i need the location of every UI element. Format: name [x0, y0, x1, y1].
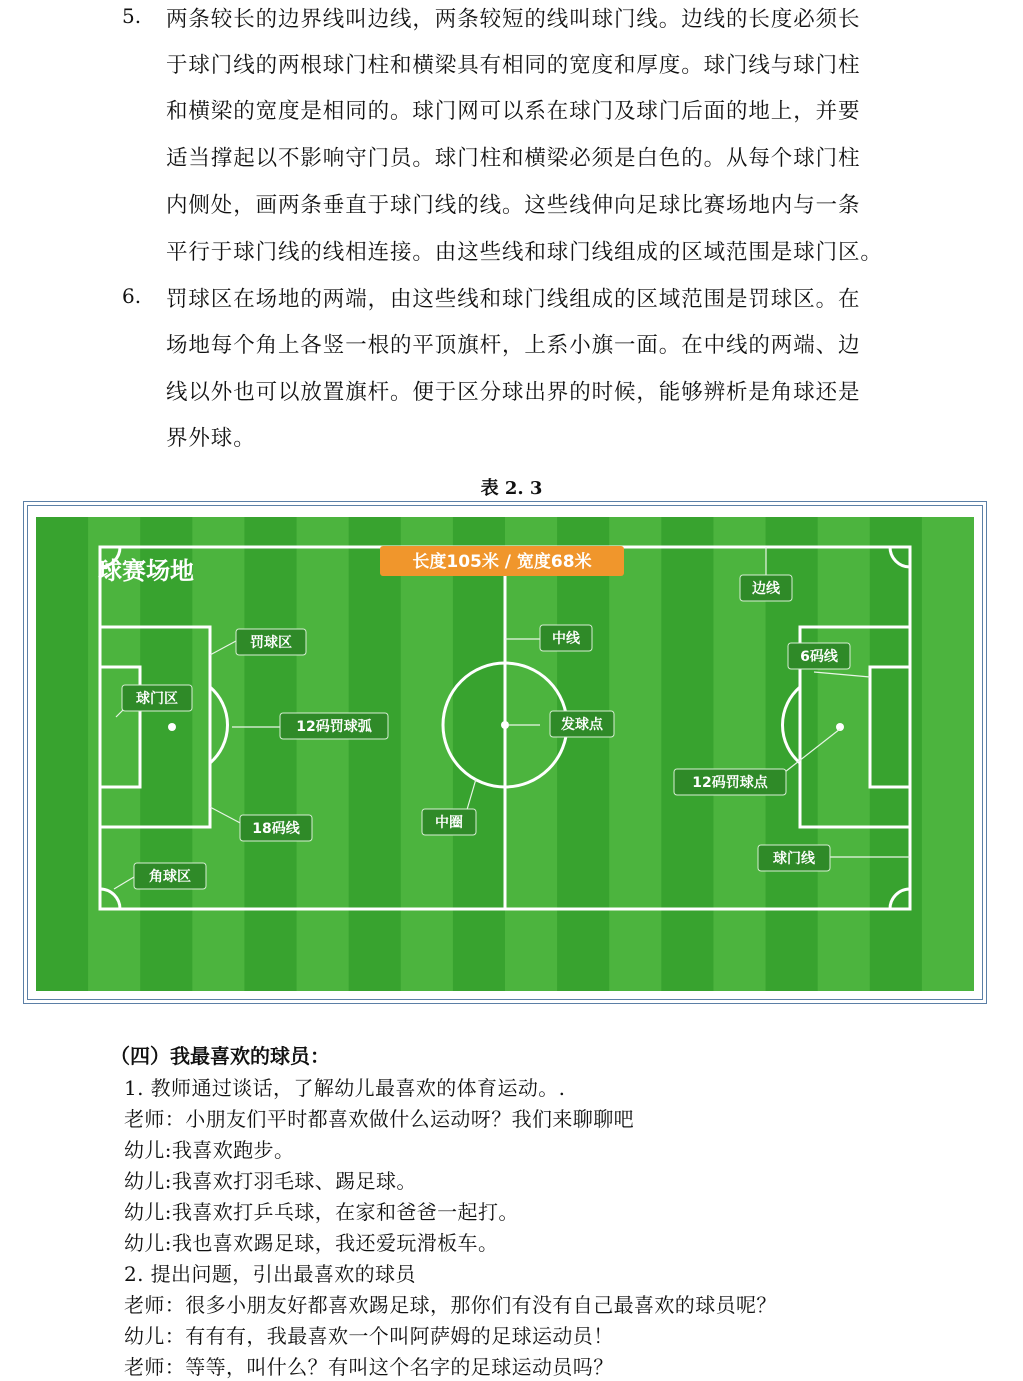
dialogue-line: 老师：很多小朋友好都喜欢踢足球，那你们有没有自己最喜欢的球员呢？ [124, 1293, 777, 1317]
grass-stripe [870, 517, 923, 991]
label-text: 边线 [752, 581, 780, 597]
text-line: 两条较长的边界线叫边线，两条较短的线叫球门线。边线的长度必须长 [166, 7, 861, 32]
label-text: 球门区 [136, 691, 178, 707]
label-goal-area [122, 685, 192, 711]
text-line: 适当撑起以不影响守门员。球门柱和横梁必须是白色的。从每个球门柱 [166, 146, 861, 171]
label-eighteen-yard-line [240, 815, 312, 841]
label-penalty-area [236, 629, 306, 655]
figure-caption: 表 2. 3 [480, 478, 543, 499]
kickoff-spot-dot [501, 721, 509, 729]
label-penalty-spot [674, 769, 786, 795]
grass-stripe [36, 517, 89, 991]
right-penalty-spot-dot [836, 723, 844, 731]
grass-stripe [401, 517, 454, 991]
dimension-banner: 长度105米 / 宽度68米 [412, 552, 592, 572]
text-line: 界外球。 [166, 426, 256, 451]
grass-stripe [453, 517, 506, 991]
left-penalty-spot-dot [168, 723, 176, 731]
grass-stripe [297, 517, 350, 991]
football-pitch-diagram [36, 517, 974, 991]
label-text: 12码罚球弧 [296, 719, 372, 735]
grass-stripe [349, 517, 402, 991]
label-text: 中圈 [435, 815, 463, 831]
label-text: 角球区 [149, 869, 191, 885]
text-line: 和横梁的宽度是相同的。球门网可以系在球门及球门后面的地上，并要 [166, 99, 861, 124]
grass-stripe [88, 517, 141, 991]
dialogue-line: 1. 教师通过谈话，了解幼儿最喜欢的体育运动。. [124, 1076, 566, 1100]
text-line: 线以外也可以放置旗杆。便于区分球出界的时候，能够辨析是角球还是 [166, 380, 861, 405]
dialogue-line: 幼儿:我喜欢打羽毛球、踢足球。 [124, 1169, 417, 1193]
dialogue-line: 幼儿:我喜欢跑步。 [124, 1138, 295, 1162]
label-goal-line [758, 845, 830, 871]
label-six-yard-line [788, 643, 850, 669]
label-text: 罚球区 [250, 635, 292, 651]
list-number: 5. [122, 4, 142, 28]
text-line: 内侧处，画两条垂直于球门线的线。这些线伸向足球比赛场地内与一条 [166, 193, 861, 218]
label-text: 18码线 [252, 821, 300, 837]
label-text: 12码罚球点 [692, 775, 768, 791]
label-text: 发球点 [561, 717, 603, 733]
grass-stripe [661, 517, 714, 991]
dialogue-line: 老师：等等，叫什么？有叫这个名字的足球运动员吗？ [124, 1355, 614, 1379]
grass-stripe [818, 517, 871, 991]
text-line: 场地每个角上各竖一根的平顶旗杆，上系小旗一面。在中线的两端、边 [166, 333, 861, 358]
dialogue-line: 幼儿:我喜欢打乒乓球，在家和爸爸一起打。 [124, 1200, 519, 1224]
text-line: 于球门线的两根球门柱和横梁具有相同的宽度和厚度。球门线与球门柱 [166, 53, 861, 78]
label-touchline [740, 575, 792, 601]
section-title: （四）我最喜欢的球员： [110, 1044, 330, 1068]
label-center-circle [422, 809, 476, 835]
grass-stripe [505, 517, 558, 991]
label-text: 球门线 [773, 851, 815, 867]
label-kickoff-spot [550, 711, 614, 737]
dialogue-line: 幼儿：有有有，我最喜欢一个叫阿萨姆的足球运动员！ [124, 1324, 614, 1348]
text-line: 罚球区在场地的两端，由这些线和球门线组成的区域范围是罚球区。在 [166, 287, 861, 312]
dialogue-line: 幼儿:我也喜欢踢足球，我还爱玩滑板车。 [124, 1231, 499, 1255]
grass-stripe [609, 517, 662, 991]
label-halfway-line [540, 625, 592, 651]
grass-stripe [140, 517, 193, 991]
label-penalty-arc [280, 713, 388, 739]
grass-stripe [922, 517, 974, 991]
grass-stripe [244, 517, 297, 991]
text-line: 平行于球门线的线相连接。由这些线和球门线组成的区域范围是球门区。 [166, 240, 883, 265]
label-corner-area [134, 863, 206, 889]
dialogue-line: 老师：小朋友们平时都喜欢做什么运动呀？我们来聊聊吧 [124, 1107, 634, 1131]
label-text: 中线 [552, 631, 580, 647]
grass-stripe [557, 517, 610, 991]
list-number: 6. [122, 284, 142, 308]
dialogue-line: 2. 提出问题，引出最喜欢的球员 [124, 1262, 416, 1286]
label-text: 6码线 [800, 649, 838, 665]
figure-title: 球赛场地 [98, 557, 194, 585]
